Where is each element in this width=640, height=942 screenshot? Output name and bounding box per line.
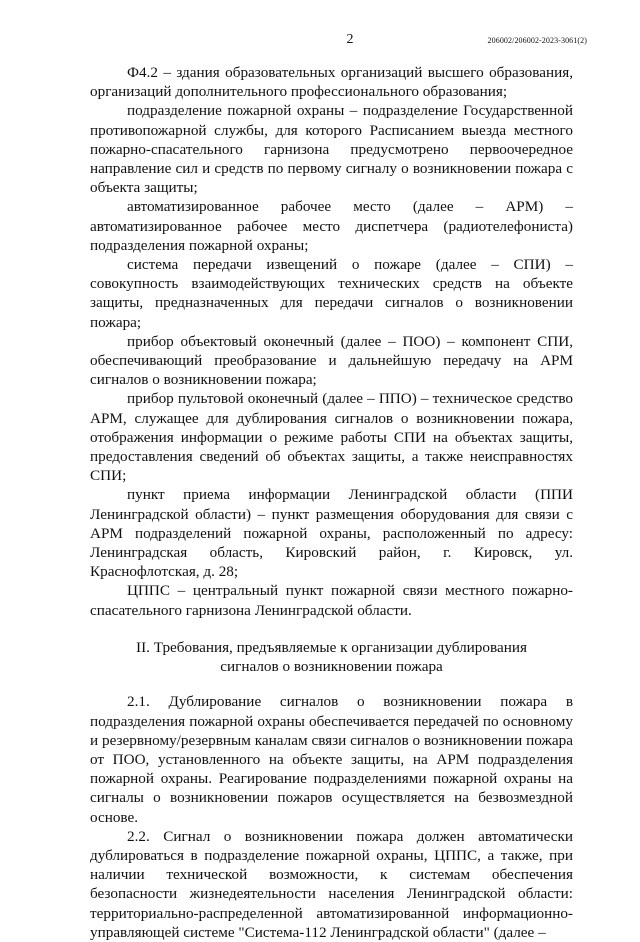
definition-paragraph: прибор объектовый оконечный (далее – ПОО) – компонент СПИ, обеспечивающий преобразование и дальнейшую передачу на АРМ сигналов о возникновении пожара; xyxy=(90,332,573,389)
clause-paragraph: 2.1. Дублирование сигналов о возникновении пожара в подразделения пожарной охраны обеспечивается передачей по основному и резервному/резервным каналам связи сигналов о возникновении пожара от ПОО, установленного на объекте защиты, на АРМ подразделения пожарной охраны. Реагирование подразделениями пожарной охраны на сигналы о возникновении пожаров осуществляется на безвозмездной основе. xyxy=(90,693,573,826)
definition-paragraph: ЦППС – центральный пункт пожарной связи местного пожарно-спасательного гарнизона Ленинградской области. xyxy=(90,582,573,619)
clause-paragraph: 2.2. Сигнал о возникновении пожара должен автоматически дублироваться в подразделение пожарной охраны, ЦППС, а также, при наличии технической возможности, к системам обеспечения безопасности жизнедеятельности населения Ленинградской области: территориально-распределенной автоматизированной информационно-управляющей системе "Система-112 Ленинградской области" (далее – xyxy=(90,827,573,941)
definition-paragraph: подразделение пожарной охраны – подразделение Государственной противопожарной службы, для которого Расписанием выезда местного пожарно-спасательного гарнизона предусмотрено первоочередное направление сил и средств по первому сигналу о возникновении пожара с объекта защиты; xyxy=(90,102,573,197)
definition-paragraph: прибор пультовой оконечный (далее – ППО) – техническое средство АРМ, служащее для дублирования сигналов о возникновении пожара, отображения информации о режиме работы СПИ на объектах защиты, предоставления сведений об объектах защиты, а также неисправностях СПИ; xyxy=(90,390,573,485)
definition-paragraph: пункт приема информации Ленинградской области (ППИ Ленинградской области) – пункт размещения оборудования для связи с АРМ подразделений пожарной охраны, расположенный по адресу: Ленинградская область, Кировский район, г. Кировск, ул. Краснофлотская, д. 28; xyxy=(90,486,573,581)
definition-paragraph: система передачи извещений о пожаре (далее – СПИ) – совокупность взаимодействующих технических средств на объекте защиты, предназначенных для передачи сигналов о возникновении пожара; xyxy=(90,256,573,331)
definition-paragraph: Ф4.2 – здания образовательных организаций высшего образования, организаций дополнительного профессионального образования; xyxy=(90,64,573,101)
document-body xyxy=(90,63,573,942)
section-heading: II. Требования, предъявляемые к организации дублирования сигналов о возникновении пожара xyxy=(136,638,527,676)
definition-paragraph: автоматизированное рабочее место (далее – АРМ) – автоматизированное рабочее место диспетчера (радиотелефониста) подразделения пожарной охраны; xyxy=(90,198,573,254)
document-code: 206002/206002-2023-3061(2) xyxy=(487,36,587,45)
page-number: 2 xyxy=(346,32,354,47)
